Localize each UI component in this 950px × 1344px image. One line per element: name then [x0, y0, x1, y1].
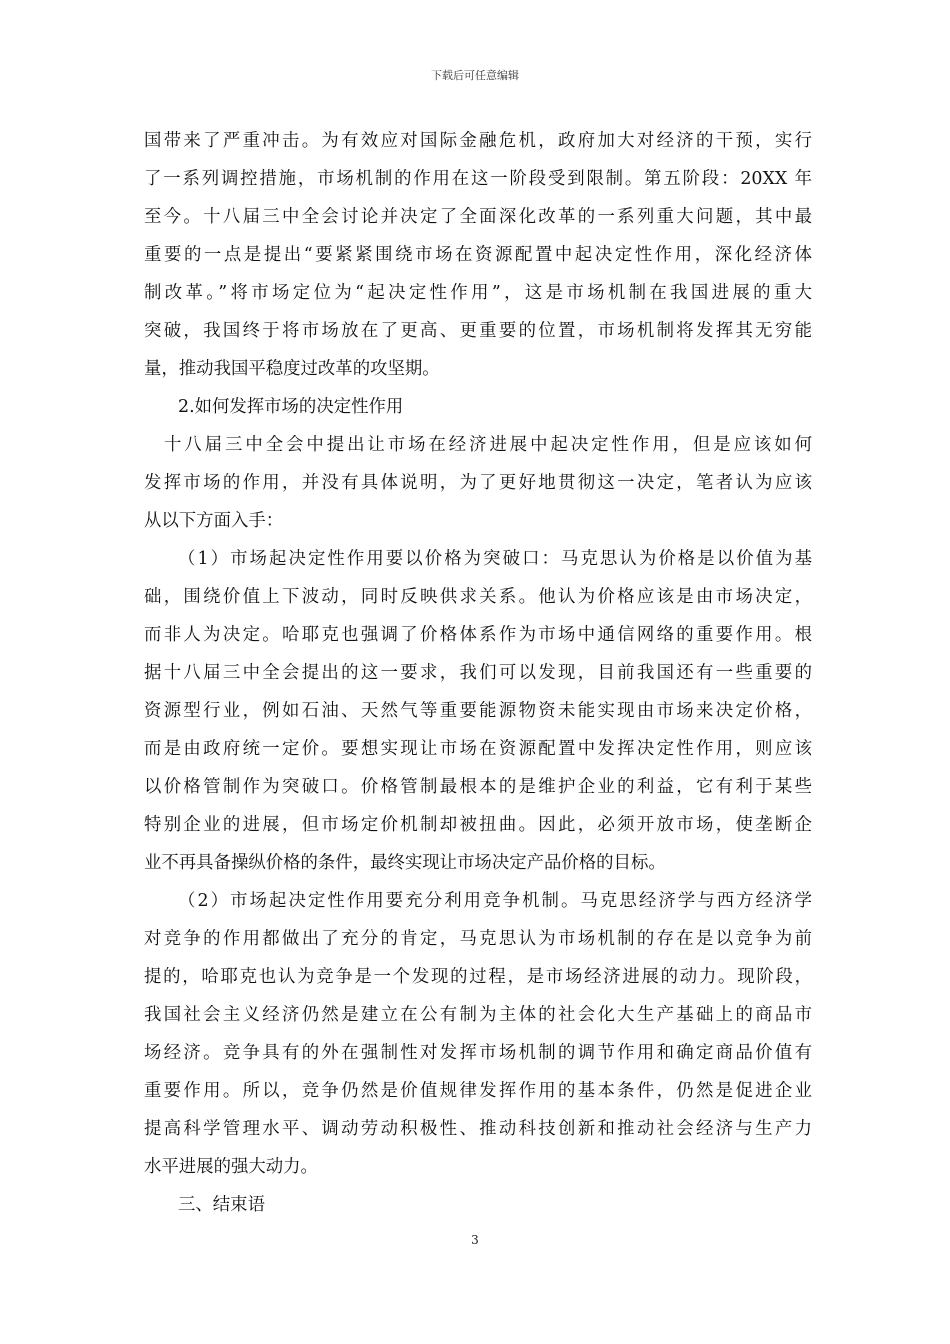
text-line: 水平进展的强大动力。 [144, 1157, 318, 1177]
text-line: （2）市场起决定性作用要充分利用竞争机制。马克思经济学与西方经济学 [178, 891, 812, 911]
text-line: 至今。十八届三中全会讨论并决定了全面深化改革的一系列重大问题，其中最 [144, 207, 812, 227]
text-line: 重要的一点是提出“要紧紧围绕市场在资源配置中起决定性作用，深化经济体 [144, 245, 812, 265]
page-number: 3 [471, 1233, 479, 1247]
text-line: 提高科学管理水平、调动劳动积极性、推动科技创新和推动社会经济与生产力 [144, 1119, 812, 1139]
text-line: 础，围绕价值上下波动，同时反映供求关系。他认为价格应该是由市场决定， [144, 587, 812, 607]
text-line: 据十八届三中全会提出的这一要求，我们可以发现，目前我国还有一些重要的 [144, 663, 812, 683]
text-line: 提的，哈耶克也认为竞争是一个发现的过程，是市场经济进展的动力。现阶段， [144, 967, 812, 987]
text-line: 国带来了严重冲击。为有效应对国际金融危机，政府加大对经济的干预，实行 [144, 131, 812, 151]
text-line: 而非人为决定。哈耶克也强调了价格体系作为市场中通信网络的重要作用。根 [144, 625, 812, 645]
text-line: 发挥市场的作用，并没有具体说明，为了更好地贯彻这一决定，笔者认为应该 [144, 473, 812, 493]
text-line: 对竞争的作用都做出了充分的肯定，马克思认为市场机制的存在是以竞争为前 [144, 929, 812, 949]
text-line: 从以下方面入手： [144, 511, 284, 531]
text-line: 特别企业的进展，但市场定价机制却被扭曲。因此，必须开放市场，使垄断企 [144, 815, 812, 835]
text-line: 我国社会主义经济仍然是建立在公有制为主体的社会化大生产基础上的商品市 [144, 1005, 812, 1025]
text-line: 业不再具备操纵价格的条件，最终实现让市场决定产品价格的目标。 [144, 853, 666, 873]
text-line: （1）市场起决定性作用要以价格为突破口：马克思认为价格是以价值为基 [178, 549, 812, 569]
text-line: 十八届三中全会中提出让市场在经济进展中起决定性作用，但是应该如何 [164, 435, 812, 455]
text-line: 而是由政府统一定价。要想实现让市场在资源配置中发挥决定性作用，则应该 [144, 739, 812, 759]
text-line: 场经济。竞争具有的外在强制性对发挥市场机制的调节作用和确定商品价值有 [144, 1043, 812, 1063]
text-line: 突破，我国终于将市场放在了更高、更重要的位置，市场机制将发挥其无穷能 [144, 321, 812, 341]
section-heading: 三、结束语 [178, 1195, 265, 1215]
page-header: 下载后可任意编辑 [431, 69, 519, 82]
text-line: 量，推动我国平稳度过改革的攻坚期。 [144, 359, 440, 379]
text-line: 以价格管制作为突破口。价格管制最根本的是维护企业的利益，它有利于某些 [144, 777, 812, 797]
text-line: 重要作用。所以，竞争仍然是价值规律发挥作用的基本条件，仍然是促进企业 [144, 1081, 812, 1101]
text-line: 资源型行业，例如石油、天然气等重要能源物资未能实现由市场来决定价格， [144, 701, 812, 721]
text-line: 了一系列调控措施，市场机制的作用在这一阶段受到限制。第五阶段：20XX 年 [144, 169, 812, 189]
text-line: 制改革。”将市场定位为“起决定性作用”，这是市场机制在我国进展的重大 [144, 283, 812, 303]
section-heading: 2.如何发挥市场的决定性作用 [178, 397, 404, 417]
